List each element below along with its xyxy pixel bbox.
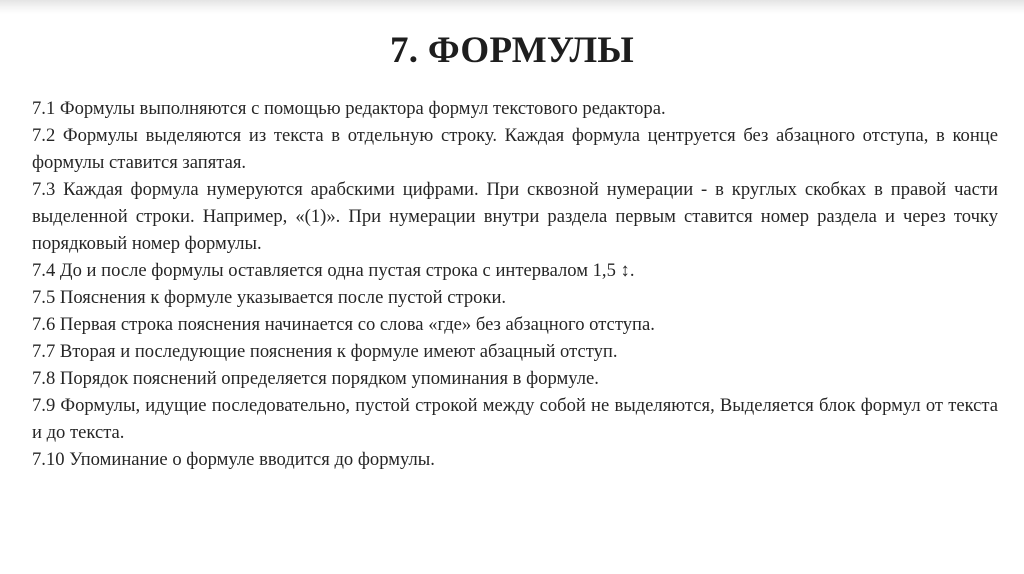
paragraph-7-6: 7.6 Первая строка пояснения начинается со слова «где» без абзацного отступа. [32,314,655,335]
slide-title: 7. ФОРМУЛЫ [389,30,634,71]
paragraph-7-5: 7.5 Пояснения к формуле указывается после пустой строки. [32,287,507,308]
paragraph-7-3: 7.3 Каждая формула нумеруются арабскими цифрами. При сквозной нумерации - в круглых скобках в правой части выделенной строки. Например, «(1)». При нумерации внутри раздела первым ставится номер раздела и через точку порядковый номер формулы. [32,179,998,254]
paragraph-7-9: 7.9 Формулы, идущие последовательно, пустой строкой между собой не выделяются, Выделяется блок формул от текста и до текста. [32,395,998,443]
paragraph-7-8: 7.8 Порядок пояснений определяется порядком упоминания в формуле. [32,368,599,389]
paragraph-7-2: 7.2 Формулы выделяются из текста в отдельную строку. Каждая формула центруется без абзацного отступа, в конце формулы ставится запятая. [32,125,998,173]
paragraph-7-1: 7.1 Формулы выполняются с помощью редактора формул текстового редактора. [32,98,666,119]
slide-body [32,95,998,473]
paragraph-7-10: 7.10 Упоминание о формуле вводится до формулы. [32,449,435,470]
paragraph-7-4: 7.4 До и после формулы оставляется одна пустая строка с интервалом 1,5 ↕. [32,260,635,281]
paragraph-7-7: 7.7 Вторая и последующие пояснения к формуле имеют абзацный отступ. [32,341,618,362]
top-shadow [0,0,1024,14]
